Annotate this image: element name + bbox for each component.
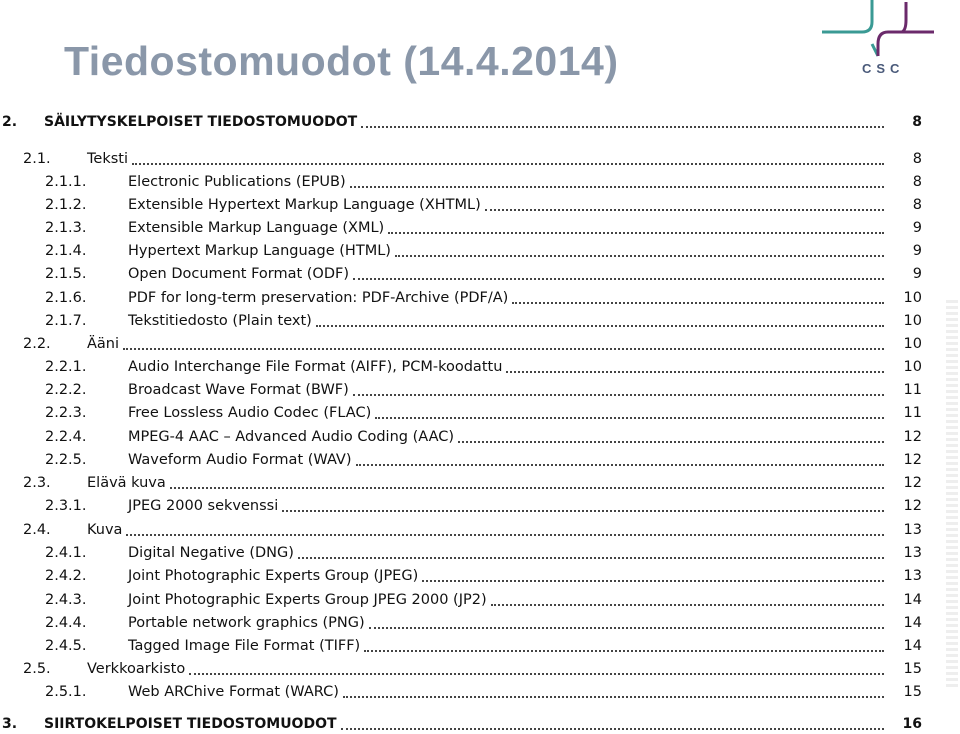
toc-entry-title: Digital Negative (DNG) <box>128 545 294 561</box>
toc-entry-number: 2.1.2. <box>45 197 87 213</box>
toc-entry-title: SIIRTOKELPOISET TIEDOSTOMUODOT <box>44 716 337 732</box>
side-watermark <box>946 300 958 690</box>
toc-entry-title: Kuva <box>87 522 123 538</box>
toc-entry-page: 13 <box>903 545 922 561</box>
toc-entry-page: 8 <box>912 197 922 213</box>
toc-entry <box>2 110 922 132</box>
toc-entry-title: JPEG 2000 sekvenssi <box>128 498 279 514</box>
toc-leader-dots <box>170 487 884 489</box>
toc-entry-title: Ääni <box>87 336 120 352</box>
toc-entry-title: Open Document Format (ODF) <box>128 266 350 282</box>
toc-entry-number: 2.1.3. <box>45 220 87 236</box>
toc-entry <box>45 262 922 284</box>
toc-entry-page: 10 <box>903 290 922 306</box>
toc-leader-dots <box>395 255 884 257</box>
toc-leader-dots <box>458 441 884 443</box>
toc-entry-title: Tekstitiedosto (Plain text) <box>128 313 312 329</box>
toc-entry <box>45 634 922 656</box>
toc-entry-title: Tagged Image File Format (TIFF) <box>128 638 361 654</box>
toc-entry-number: 3. <box>2 716 18 732</box>
toc-entry-number: 2.1.6. <box>45 290 87 306</box>
toc-leader-dots <box>364 650 884 652</box>
toc-leader-dots <box>356 464 884 466</box>
toc-entry-title: SÄILYTYSKELPOISET TIEDOSTOMUODOT <box>44 114 358 130</box>
toc-entry <box>45 239 922 261</box>
toc-entry-title: MPEG-4 AAC – Advanced Audio Coding (AAC) <box>128 429 455 445</box>
toc-entry-number: 2.4.4. <box>45 615 87 631</box>
toc-entry-number: 2.4.3. <box>45 592 87 608</box>
toc-leader-dots <box>512 302 884 304</box>
toc-entry <box>23 518 922 540</box>
toc-leader-dots <box>369 627 884 629</box>
toc-entry-page: 9 <box>912 220 922 236</box>
toc-leader-dots <box>353 278 884 280</box>
toc-entry-title: Verkkoarkisto <box>87 661 186 677</box>
toc-entry-number: 2.3.1. <box>45 498 87 514</box>
toc-entry-number: 2.2.3. <box>45 405 87 421</box>
toc-entry-number: 2.5. <box>23 661 51 677</box>
toc-leader-dots <box>422 580 884 582</box>
toc-entry <box>45 564 922 586</box>
toc-entry-number: 2.4. <box>23 522 51 538</box>
toc-entry-title: Portable network graphics (PNG) <box>128 615 365 631</box>
toc-leader-dots <box>375 417 884 419</box>
toc-entry <box>45 355 922 377</box>
toc-entry <box>45 425 922 447</box>
toc-entry-page: 14 <box>903 638 922 654</box>
toc-entry-title: Web ARChive Format (WARC) <box>128 684 339 700</box>
toc-entry-title: Elävä kuva <box>87 475 166 491</box>
toc-entry-number: 2.1.7. <box>45 313 87 329</box>
toc-entry-page: 8 <box>912 174 922 190</box>
toc-entry-page: 11 <box>903 405 922 421</box>
toc-entry-page: 8 <box>912 114 922 130</box>
toc-entry <box>45 448 922 470</box>
toc-entry <box>23 657 922 679</box>
toc-entry-number: 2.5.1. <box>45 684 87 700</box>
toc-leader-dots <box>388 232 884 234</box>
toc-entry-title: Joint Photographic Experts Group (JPEG) <box>128 568 419 584</box>
toc-leader-dots <box>123 348 884 350</box>
toc-entry <box>45 680 922 702</box>
toc-entry-number: 2.2.2. <box>45 382 87 398</box>
toc-leader-dots <box>126 534 884 536</box>
toc-entry-title: PDF for long-term preservation: PDF-Archive (PDF/A) <box>128 290 509 306</box>
toc-entry <box>45 193 922 215</box>
toc-entry <box>45 216 922 238</box>
toc-entry-number: 2.2.5. <box>45 452 87 468</box>
toc-entry-title: Free Lossless Audio Codec (FLAC) <box>128 405 372 421</box>
toc-entry <box>45 588 922 610</box>
toc-entry-page: 14 <box>903 615 922 631</box>
toc-entry-number: 2.1.4. <box>45 243 87 259</box>
toc-entry-page: 12 <box>903 498 922 514</box>
toc-entry <box>23 147 922 169</box>
toc-entry-number: 2.3. <box>23 475 51 491</box>
toc-entry-number: 2.4.5. <box>45 638 87 654</box>
toc-leader-dots <box>298 557 884 559</box>
toc-entry-title: Broadcast Wave Format (BWF) <box>128 382 349 398</box>
toc-entry-number: 2.4.1. <box>45 545 87 561</box>
toc-entry <box>45 378 922 400</box>
toc-entry <box>45 170 922 192</box>
toc-entry-title: Waveform Audio Format (WAV) <box>128 452 352 468</box>
toc-leader-dots <box>485 209 884 211</box>
toc-leader-dots <box>316 325 884 327</box>
toc-entry-number: 2.1.1. <box>45 174 87 190</box>
toc-entry-page: 9 <box>912 266 922 282</box>
toc-entry <box>2 712 922 734</box>
toc-entry <box>45 286 922 308</box>
toc-entry-page: 16 <box>902 716 922 732</box>
toc-leader-dots <box>491 604 884 606</box>
toc-entry-page: 12 <box>903 452 922 468</box>
toc-entry-title: Extensible Hypertext Markup Language (XHTML) <box>128 197 481 213</box>
toc-entry-number: 2. <box>2 114 18 130</box>
toc-entry <box>45 541 922 563</box>
toc-leader-dots <box>506 371 884 373</box>
logo-text: CSC <box>862 61 905 76</box>
toc-entry <box>45 494 922 516</box>
toc-entry-page: 11 <box>903 382 922 398</box>
toc-leader-dots <box>282 510 884 512</box>
toc-entry-number: 2.4.2. <box>45 568 87 584</box>
toc-entry-page: 8 <box>912 151 922 167</box>
toc-entry-page: 15 <box>903 661 922 677</box>
toc-entry <box>45 309 922 331</box>
toc-entry-number: 2.1.5. <box>45 266 87 282</box>
toc-entry-page: 10 <box>903 359 922 375</box>
toc-entry-page: 12 <box>903 429 922 445</box>
toc-entry-page: 12 <box>903 475 922 491</box>
toc-entry <box>45 611 922 633</box>
toc-leader-dots <box>353 394 884 396</box>
toc-entry-page: 13 <box>903 568 922 584</box>
toc-leader-dots <box>341 728 884 730</box>
toc-leader-dots <box>350 186 884 188</box>
toc-entry <box>23 332 922 354</box>
toc-leader-dots <box>361 126 884 128</box>
toc-entry <box>45 401 922 423</box>
toc-entry-title: Joint Photographic Experts Group JPEG 2000 (JP2) <box>128 592 487 608</box>
toc-entry-number: 2.2. <box>23 336 51 352</box>
toc-entry-page: 15 <box>903 684 922 700</box>
toc-entry-number: 2.2.1. <box>45 359 87 375</box>
toc-entry-page: 9 <box>912 243 922 259</box>
toc-entry-number: 2.2.4. <box>45 429 87 445</box>
toc-entry-title: Audio Interchange File Format (AIFF), PCM-koodattu <box>128 359 503 375</box>
toc-entry-page: 10 <box>903 336 922 352</box>
toc-entry-title: Teksti <box>87 151 128 167</box>
toc-leader-dots <box>343 696 884 698</box>
toc-entry-page: 10 <box>903 313 922 329</box>
toc-entry-number: 2.1. <box>23 151 51 167</box>
toc-leader-dots <box>189 673 884 675</box>
toc-entry-page: 14 <box>903 592 922 608</box>
toc-entry-page: 13 <box>903 522 922 538</box>
toc-entry <box>23 471 922 493</box>
toc-leader-dots <box>132 163 884 165</box>
toc-entry-title: Hypertext Markup Language (HTML) <box>128 243 391 259</box>
toc-entry-title: Extensible Markup Language (XML) <box>128 220 385 236</box>
toc-entry-title: Electronic Publications (EPUB) <box>128 174 346 190</box>
page-title: Tiedostomuodot (14.4.2014) <box>64 38 619 84</box>
